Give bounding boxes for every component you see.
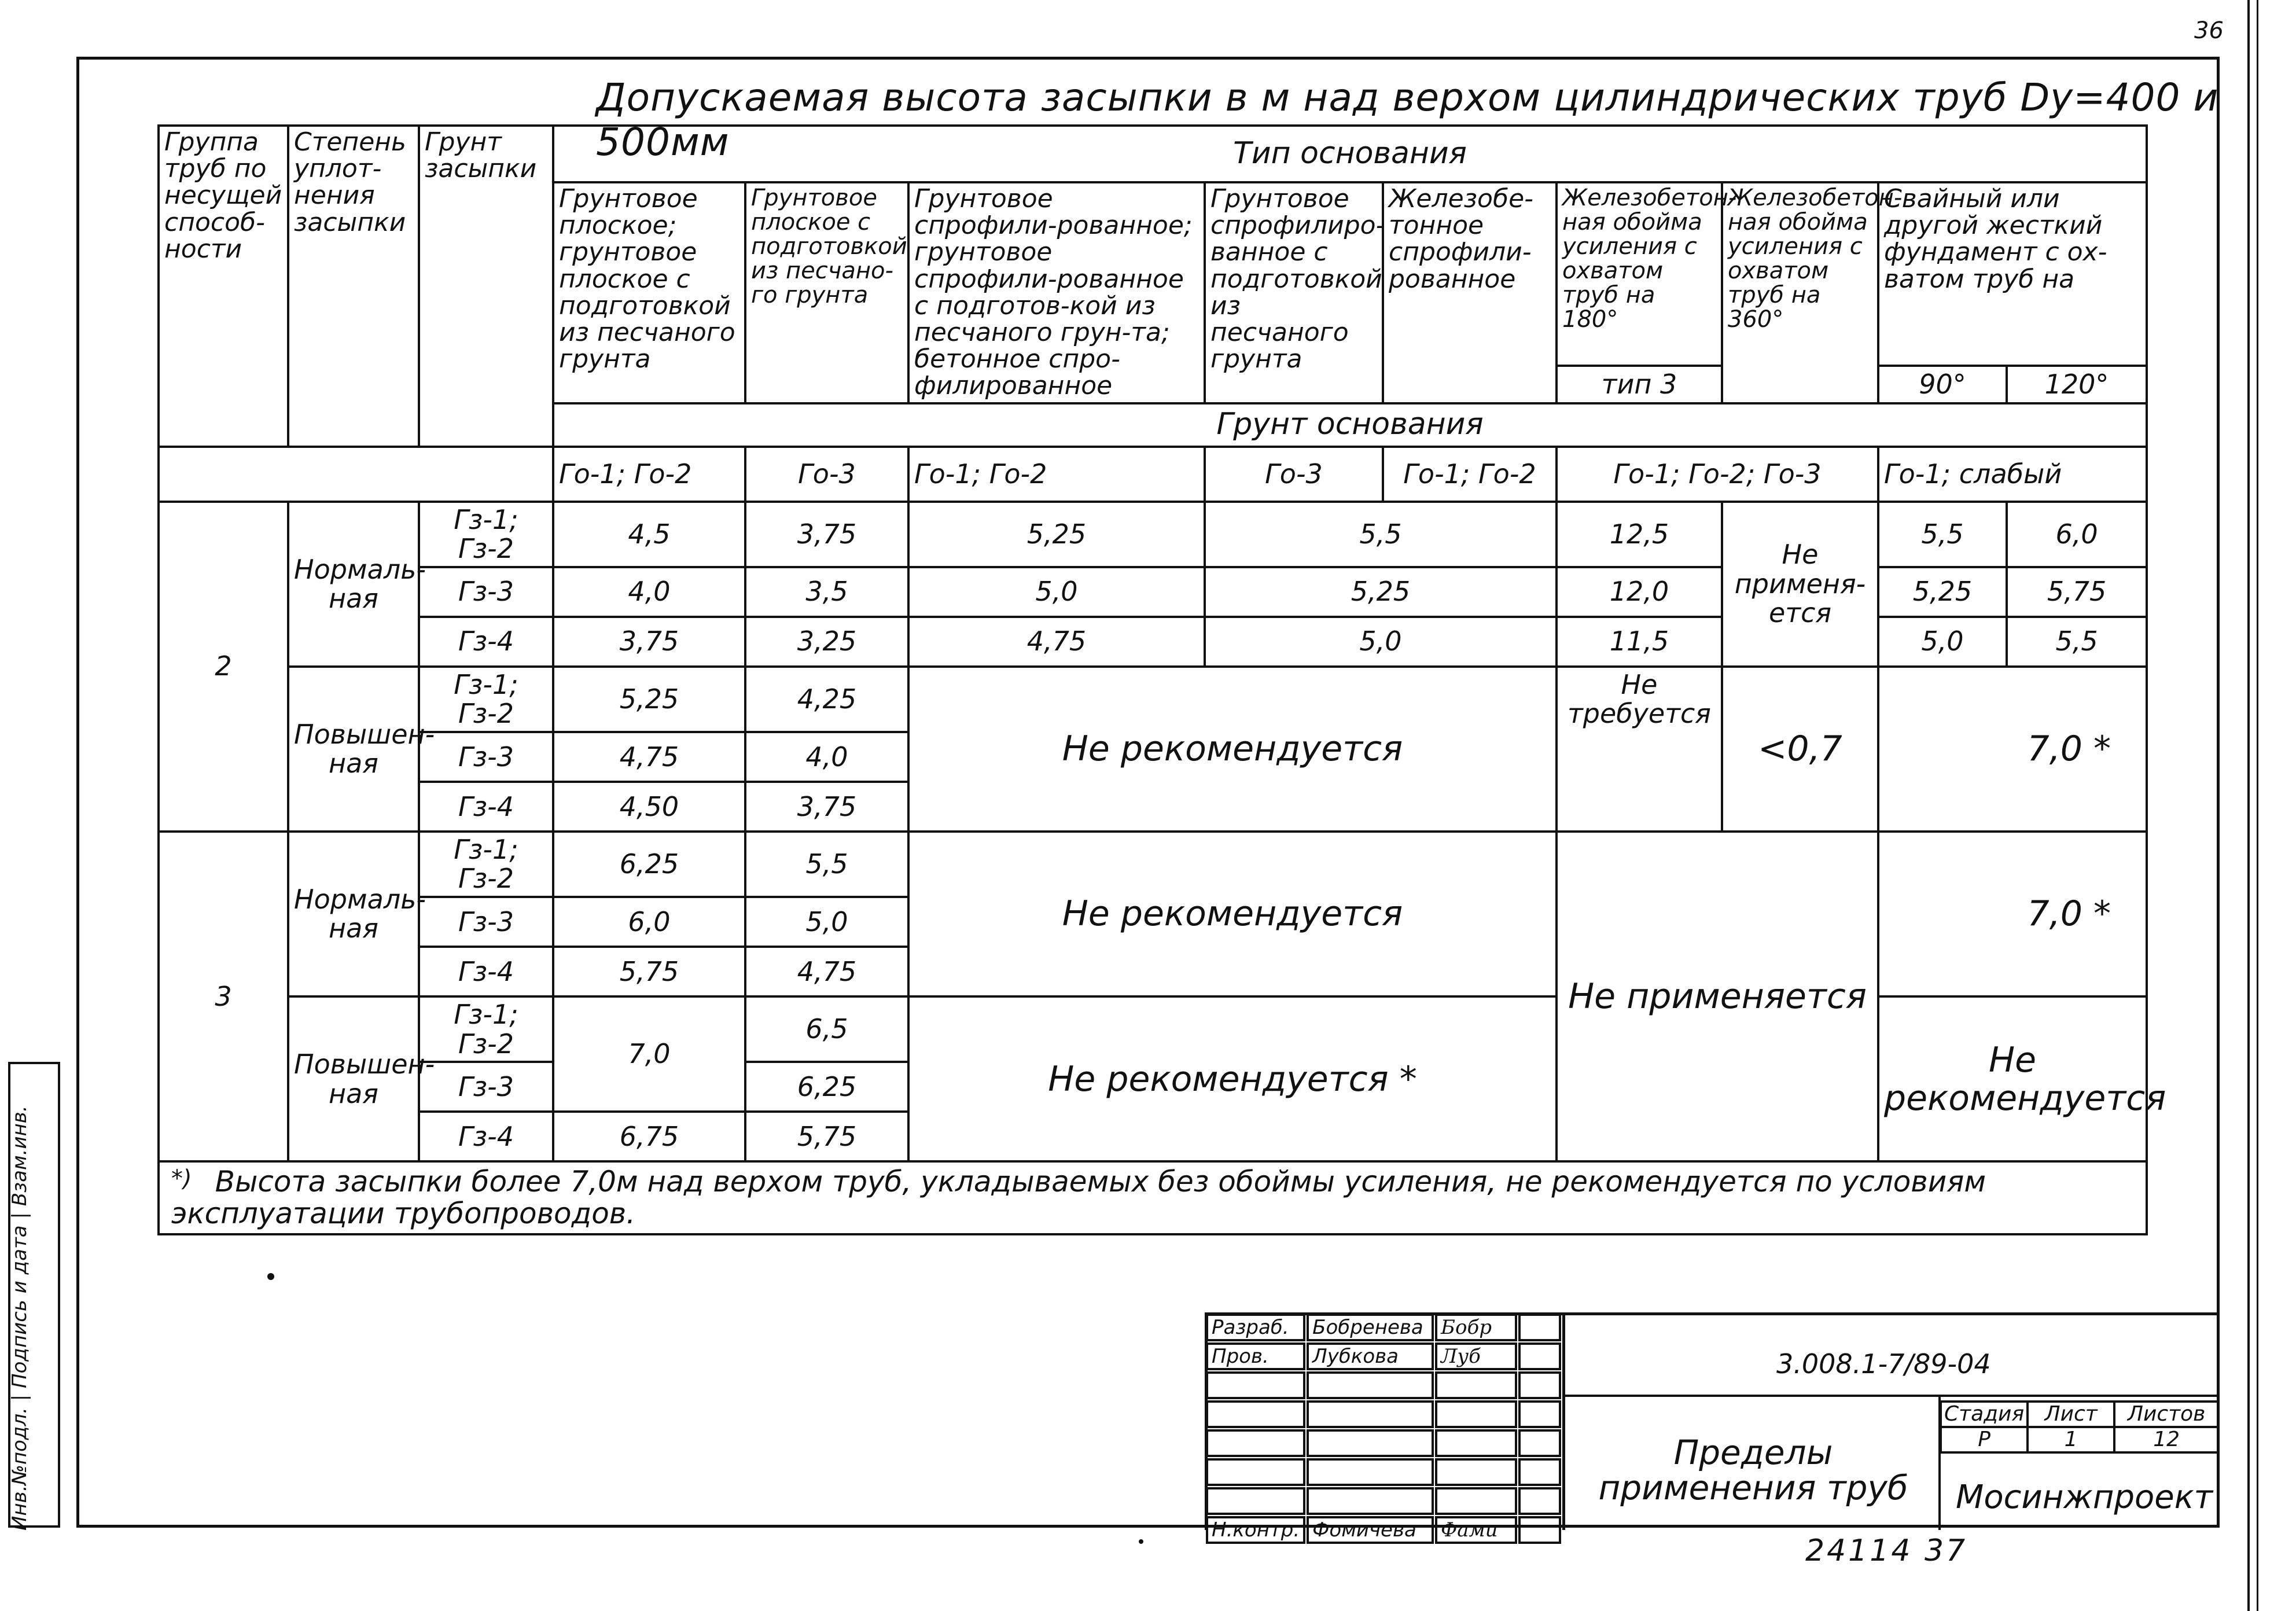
value-cell: 5,0: [745, 897, 908, 947]
sheets-label: Листов: [2114, 1402, 2218, 1427]
header-backfill-soil: Грунт засыпки: [419, 126, 553, 447]
value-cell: 7,0 *: [1878, 667, 2147, 832]
archive-number: 24114 37: [1805, 1533, 1968, 1568]
value-cell: 6,0: [553, 897, 745, 947]
stamp-signatures: [1205, 1312, 1562, 1545]
value-cell: 5,25: [1205, 567, 1557, 617]
header-col7: Железобетон-ная обойма усиления с охватом труб на 360°: [1722, 182, 1878, 403]
header-col4: Грунтовое спрофилиро-ванное с подготовкой из песчаного грунта: [1205, 182, 1383, 403]
value-cell: 4,0: [745, 732, 908, 782]
value-cell: 4,5: [553, 502, 745, 567]
not-applicable-cell: Не применяется: [1557, 832, 1878, 1161]
stage-label: Стадия: [1941, 1402, 2028, 1427]
header-base-soil: Грунт основания: [553, 403, 2147, 447]
soil-label: Гз-3: [419, 897, 553, 947]
value-cell: 4,75: [745, 947, 908, 996]
document-code: 3.008.1-7/89-04: [1776, 1348, 1991, 1380]
stage-table: [1940, 1400, 2220, 1454]
value-cell: 5,5: [745, 832, 908, 897]
group-3: 3: [159, 832, 288, 1161]
value-cell: 12,0: [1557, 567, 1722, 617]
value-cell: 5,25: [553, 667, 745, 732]
sheet-value: 1: [2028, 1427, 2114, 1452]
value-cell: 4,75: [908, 617, 1205, 667]
base-soil-c2: Го-3: [745, 447, 908, 502]
footnote: [159, 1161, 2147, 1234]
soil-label: Гз-3: [419, 567, 553, 617]
soil-label: Гз-3: [419, 1062, 553, 1112]
value-cell: 5,75: [2007, 567, 2147, 617]
value-cell: 5,25: [1878, 567, 2007, 617]
header-group: Группа труб по несущей способ-ности: [159, 126, 288, 447]
header-col8-120: 120°: [2007, 366, 2147, 403]
value-cell: 7,0 *: [1878, 832, 2147, 996]
name-developer: Бобренева: [1307, 1314, 1434, 1341]
value-cell: 3,75: [745, 502, 908, 567]
value-cell: 4,25: [745, 667, 908, 732]
header-col2: Грунтовое плоское с подготовкой из песчано-го грунта: [745, 182, 908, 403]
document-name: Пределы применения труб: [1598, 1433, 1908, 1507]
speck-mark: [1139, 1539, 1143, 1544]
value-cell: 6,75: [553, 1112, 745, 1161]
base-soil-c1: Го-1; Го-2: [553, 447, 745, 502]
soil-label: Гз-1; Гз-2: [419, 996, 553, 1062]
speck-mark: [267, 1273, 274, 1280]
signature-developer: Бобр: [1435, 1314, 1517, 1341]
signature-norm-control: Фами: [1435, 1516, 1517, 1544]
value-cell: 3,75: [745, 782, 908, 832]
value-cell: 5,75: [553, 947, 745, 996]
organization: Мосинжпроект: [1956, 1478, 2213, 1516]
value-cell: 5,0: [1878, 617, 2007, 667]
value-cell: 5,0: [908, 567, 1205, 617]
header-col5: Железобе-тонное спрофили-рованное: [1383, 182, 1557, 403]
edge-line: [2257, 0, 2258, 1611]
stage-value: Р: [1941, 1427, 2028, 1452]
name-checker: Лубкова: [1307, 1342, 1434, 1370]
value-cell: 4,75: [553, 732, 745, 782]
soil-label: Гз-3: [419, 732, 553, 782]
base-soil-c3: Го-1; Го-2: [908, 447, 1205, 502]
name-norm-control: Фомичева: [1307, 1516, 1434, 1544]
value-cell: 6,5: [745, 996, 908, 1062]
edge-line: [2247, 0, 2250, 1611]
value-cell: 3,5: [745, 567, 908, 617]
value-cell: 6,25: [553, 832, 745, 897]
value-cell: 5,5: [2007, 617, 2147, 667]
base-soil-c8: Го-1; слабый: [1878, 447, 2147, 502]
header-col6-type: тип 3: [1557, 366, 1722, 403]
value-cell: 11,5: [1557, 617, 1722, 667]
soil-label: Гз-1; Гз-2: [419, 832, 553, 897]
value-cell: 5,5: [1878, 502, 2007, 567]
value-cell: 3,75: [553, 617, 745, 667]
role-checker: Пров.: [1206, 1342, 1305, 1370]
base-soil-c4: Го-3: [1205, 447, 1383, 502]
footnote-mark: *): [171, 1165, 192, 1193]
value-cell: 5,0: [1205, 617, 1557, 667]
value-cell: 4,0: [553, 567, 745, 617]
not-recommended-cell: Не рекомендуется *: [908, 996, 1557, 1161]
base-soil-c5: Го-1; Го-2: [1383, 447, 1557, 502]
header-compaction: Степень уплот-нения засыпки: [288, 126, 419, 447]
page-title: Допускаемая высота засыпки в м над верхом цилиндрических труб Dy=400 и 500мм: [596, 75, 2219, 164]
value-cell: 4,50: [553, 782, 745, 832]
not-recommended-cell: Не рекомендуется: [908, 832, 1557, 996]
soil-label: Гз-4: [419, 947, 553, 996]
soil-label: Гз-1; Гз-2: [419, 667, 553, 732]
role-norm-control: Н.контр.: [1206, 1516, 1305, 1544]
not-required-cell: Не требуется: [1557, 667, 1722, 832]
value-cell: 5,25: [908, 502, 1205, 567]
group-2: 2: [159, 502, 288, 832]
value-cell: <0,7: [1722, 667, 1878, 832]
sheets-value: 12: [2114, 1427, 2218, 1452]
compaction-raised: Повышен-ная: [288, 667, 419, 832]
header-col1: Грунтовое плоское; грунтовое плоское с подготовкой из песчаного грунта: [553, 182, 745, 403]
base-soil-c67: Го-1; Го-2; Го-3: [1557, 447, 1878, 502]
soil-label: Гз-4: [419, 782, 553, 832]
value-cell: 6,0: [2007, 502, 2147, 567]
not-applicable-cell: Не применя-ется: [1722, 502, 1878, 667]
not-recommended-cell: Не рекомендуется: [1878, 996, 2147, 1161]
not-recommended-cell: Не рекомендуется: [908, 667, 1557, 832]
value-cell: 7,0: [553, 996, 745, 1112]
value-cell: 6,25: [745, 1062, 908, 1112]
compaction-raised: Повышен-ная: [288, 996, 419, 1161]
soil-label: Гз-4: [419, 1112, 553, 1161]
sheet-label: Лист: [2028, 1402, 2114, 1427]
header-col6: Железобетон-ная обойма усиления с охватом труб на 180°: [1557, 182, 1722, 366]
footnote-text: Высота засыпки более 7,0м над верхом труб, укладываемых без обоймы усиления, не рекомендуется по условиям эксплуатации трубопроводов.: [171, 1165, 1986, 1231]
corner-number: 36: [2194, 17, 2224, 44]
header-col3: Грунтовое спрофили-рованное; грунтовое спрофили-рованное с подготов-кой из песчаного грун-та; бетонное спро-филированное: [908, 182, 1205, 403]
soil-label: Гз-1; Гз-2: [419, 502, 553, 567]
header-col8: Свайный или другой жесткий фундамент с ох-ватом труб на: [1878, 182, 2147, 366]
role-developer: Разраб.: [1206, 1314, 1305, 1341]
header-base-type: Тип основания: [553, 126, 2147, 182]
value-cell: 5,75: [745, 1112, 908, 1161]
value-cell: 3,25: [745, 617, 908, 667]
value-cell: 12,5: [1557, 502, 1722, 567]
header-col8-90: 90°: [1878, 366, 2007, 403]
side-strip-text: Инв.№подл. | Подпись и дата | Взам.инв.: [8, 1105, 31, 1531]
height-table: [157, 124, 2166, 1235]
compaction-normal: Нормаль-ная: [288, 502, 419, 667]
value-cell: 5,5: [1205, 502, 1557, 567]
soil-label: Гз-4: [419, 617, 553, 667]
compaction-normal: Нормаль-ная: [288, 832, 419, 996]
signature-checker: Луб: [1435, 1342, 1517, 1370]
